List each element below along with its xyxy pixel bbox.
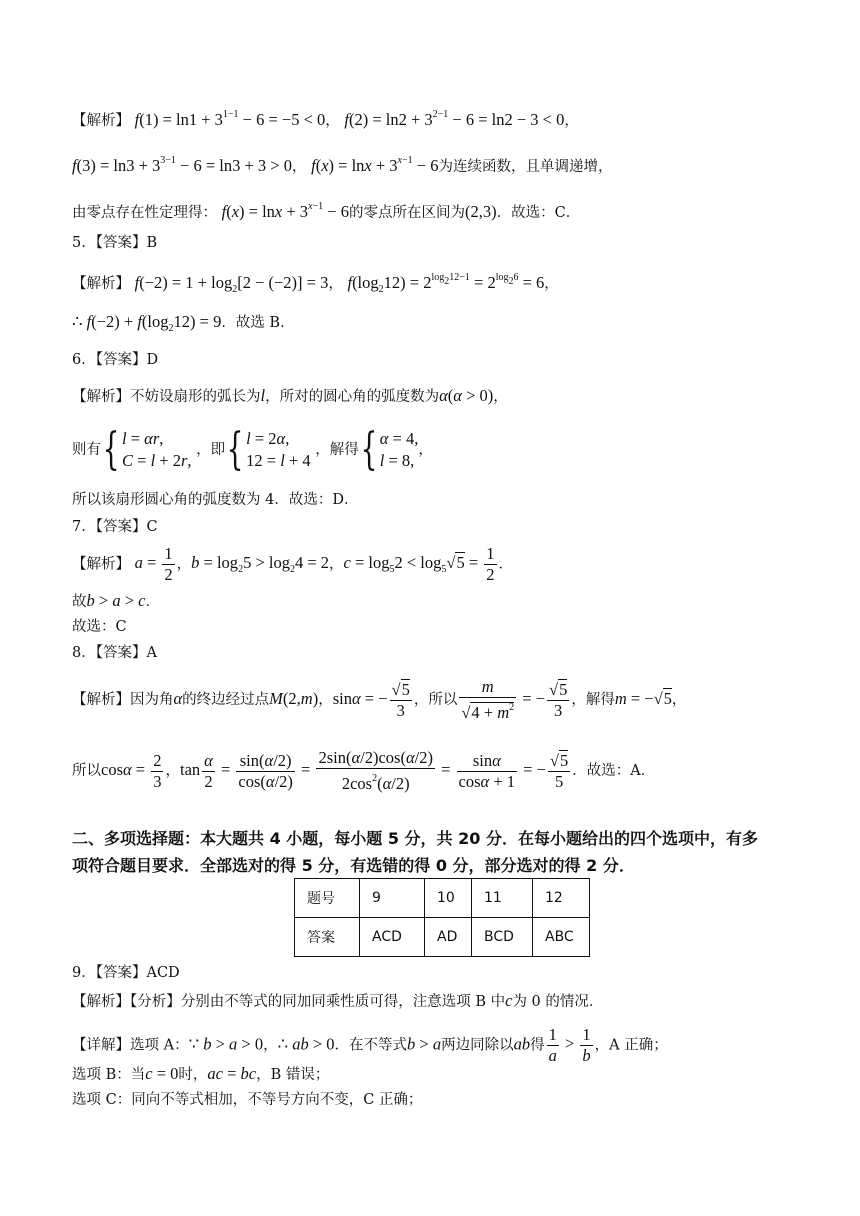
formula: m = −√5 [614, 688, 672, 708]
answer-value: A [146, 645, 157, 661]
formula: $\frac{m}{√4 + m^2}$ = − $\frac{√5}{3}$ [461, 677, 568, 722]
answer-label: 【答案】 [95, 965, 147, 981]
answer-value: B [146, 235, 158, 251]
answer-label: 【答案】 [95, 645, 147, 661]
text: 所以 [72, 762, 101, 779]
formula: c [505, 991, 513, 1010]
text: ，B 错误； [256, 1067, 330, 1083]
brace: { [360, 424, 378, 475]
table-cell: 答案 [295, 918, 360, 957]
text: 的终边经过点 [182, 691, 270, 708]
answer-value: D [146, 352, 159, 368]
q9-answer [72, 963, 180, 983]
q7-analysis-line3 [72, 617, 127, 637]
formula: M(2,m) [269, 688, 319, 708]
formula: α(α > 0) [439, 386, 494, 405]
text: ， [544, 276, 559, 292]
analysis-label: 【解析】 [72, 113, 130, 129]
formula: $f(\log_212) = 2^{log_212-1} = 2^{log_26} = 6$ [347, 272, 545, 295]
q9-option-a: 【详解】选项 A：∵ b > a > 0，∴ ab > 0．在不等式b > a两边同除以ab得 $\frac{1}{a}$ > $\frac{1}{b}$ ，A 正确； [72, 1025, 668, 1065]
text: 得 [530, 1037, 545, 1054]
text: ，解得 [315, 442, 359, 458]
text: ，所以 [413, 691, 458, 708]
formula: cosα = $\frac{2}{3}$ [101, 750, 162, 791]
q4-analysis-line2 [72, 151, 612, 177]
question-number: 5． [72, 235, 96, 251]
formula: ∵ b > a > 0 [188, 1034, 264, 1054]
formula: ∴ $f(-2) + f(\log_212) = 9$ [72, 312, 222, 334]
formula: tan $\frac{\alpha}{2}$ = $\frac{\sin(\alpha/2)}{\cos(\alpha/2)}$ = $\frac{2\sin(\alpha/2)\cos(\alpha/2)}{2\cos^2(\alpha/2)}$ = $\frac{\sin\alpha}{\cos\alpha + 1}$ = − $\frac{√5}{5}$ [179, 748, 569, 793]
formula: $f(1) = \ln 1 + 3^{1-1} - 6 = -5 < 0$ [134, 109, 326, 129]
analysis-label: 【解析】 [72, 691, 130, 708]
text: ， [291, 159, 307, 175]
analysis-label: 【详解】 [72, 1037, 130, 1054]
text: 为连续函数，且单调递增， [438, 159, 613, 175]
formula: a = $\frac{1}{2}$ [134, 544, 173, 584]
text: ，A 正确； [594, 1037, 668, 1054]
table-cell: 题号 [295, 879, 360, 918]
text: 选项 C：同向不等式相加，不等号方向不变，C 正确； [72, 1092, 423, 1108]
table-cell: ABC [533, 918, 590, 957]
analysis-label: 【解析】 [72, 994, 130, 1010]
formula: $f(-2) = 1 + \log_2[2 - (-2)] = 3$ [134, 273, 329, 295]
analysis-label: 【解析】 [72, 389, 130, 405]
table-cell: BCD [472, 918, 533, 957]
formula: c = 0 [145, 1064, 179, 1083]
formula-system: l = 2α, 12 = l + 4 [246, 429, 311, 470]
formula: ∴ ab > 0 [277, 1034, 335, 1054]
formula: α [173, 688, 183, 708]
table-row [295, 879, 590, 918]
formula: l [260, 386, 266, 405]
q9-option-b [72, 1064, 329, 1085]
section2-heading-line1: 二、多项选择题：本大题共 4 小题，每小题 5 分，共 20 分．在每小题给出的四个选项中，有多 [72, 829, 758, 848]
text: 分别由不等式的同加同乘性质可得，注意选项 B 中 [180, 994, 506, 1010]
q8-analysis-line2: 所以cosα = $\frac{2}{3}$ ，tan $\frac{\alpha}{2}$ = $\frac{\sin(\alpha/2)}{\cos(\alpha/2)}$ = $\frac{2\sin(\alpha/2)\cos(\alpha/2)}{2\cos^2(\alpha/2)}$ = $\frac{\sin\alpha}{\cos\alpha + 1}$ = − $\frac{√5}{5}$ ．故选：A． [72, 748, 656, 793]
text: 为 0 的情况． [512, 994, 604, 1010]
text: 时， [178, 1067, 208, 1083]
q6-analysis-line1: 【解析】不妨设扇形的弧长为l，所对的圆心角的弧度数为α(α > 0)， [72, 386, 508, 405]
formula: $c = \log_52 < \log_5√5$ = $\frac{1}{2}$ [343, 544, 495, 584]
formula: b > a [407, 1034, 442, 1054]
formula: ac = bc [207, 1064, 257, 1083]
text: ，解得 [571, 691, 615, 708]
table-cell: 11 [472, 879, 533, 918]
formula: sinα = − $\frac{√5}{3}$ [332, 679, 410, 720]
q7-analysis-line2: 故b > a > c． [72, 591, 160, 610]
q5-analysis-line2 [72, 312, 295, 339]
table-cell: 12 [533, 879, 590, 918]
q5-answer [72, 233, 157, 253]
answer-label: 【答案】 [95, 519, 147, 535]
formula: $f(2) = \ln 2 + 3^{2-1} - 6 = \ln 2 - 3 < 0$ [344, 109, 565, 129]
text: ，即 [196, 442, 226, 458]
table-row [295, 918, 590, 957]
text: 则有 [72, 442, 101, 458]
text: ．故选：A． [572, 762, 656, 779]
text: ， [328, 276, 343, 292]
question-number: 6． [72, 352, 96, 368]
text: 的零点所在区间为 [348, 205, 465, 221]
text: 两边同除以 [441, 1037, 514, 1054]
answer-label: 【答案】 [95, 235, 147, 251]
formula-system: α = 4, l = 8, [379, 429, 419, 470]
text: 所以该扇形圆心角的弧度数为 4．故选：D． [72, 492, 359, 508]
text: ．在不等式 [334, 1037, 408, 1054]
text: 选项 B：当 [72, 1067, 146, 1083]
q9-analysis-line [72, 991, 603, 1012]
table-cell: 10 [425, 879, 472, 918]
answer-label: 【答案】 [95, 352, 147, 368]
q6-analysis-line2 [72, 424, 433, 475]
brace: { [102, 424, 120, 475]
text: 项符合题目要求．全部选对的得 5 分，有选错的得 0 分，部分选对的得 2 分 [72, 856, 619, 875]
text: 故选：C [72, 619, 127, 635]
table-cell: 9 [360, 879, 425, 918]
text: ，所对的圆心角的弧度数为 [265, 389, 440, 405]
text: ， [564, 113, 579, 129]
table-cell: ACD [360, 918, 425, 957]
q6-analysis-line3 [72, 490, 358, 510]
q8-analysis-line1: 【解析】因为角α的终边经过点M(2,m)，sinα = − $\frac{√5}{3}$ ，所以 $\frac{m}{√4 + m^2}$ = − $\frac{√5}{3}$ ，解得m = −√5， [72, 677, 687, 722]
q7-answer [72, 517, 158, 537]
text: ．故选 B． [221, 315, 295, 331]
q4-analysis-line1 [72, 105, 579, 131]
table-cell: AD [425, 918, 472, 957]
question-number: 7． [72, 519, 96, 535]
question-number: 9． [72, 965, 96, 981]
formula: $\frac{1}{a}$ > $\frac{1}{b}$ [548, 1025, 591, 1065]
text: ， [325, 113, 340, 129]
answer-value: C [146, 519, 158, 535]
formula: (2,3) [464, 202, 497, 221]
text: 因为角 [130, 691, 174, 708]
formula: $f(3) = \ln 3 + 3^{3-1} - 6 = \ln 3 + 3 > 0$ [72, 155, 292, 175]
formula: $b = \log_25 > \log_24 = 2$ [191, 553, 330, 576]
brace: { [226, 424, 244, 475]
formula-system: l = αr, C = l + 2r, [122, 429, 192, 470]
q4-analysis-line3 [72, 197, 580, 223]
formula: b > a > c [86, 591, 146, 610]
text: 不妨设扇形的弧长为 [130, 389, 261, 405]
question-number: 8． [72, 645, 96, 661]
q6-answer [72, 350, 158, 370]
q5-analysis-line1 [72, 268, 559, 300]
q8-answer [72, 643, 157, 663]
formula: $f(x) = \ln x + 3^{x-1} - 6$ [221, 201, 349, 221]
analysis-label: 【解析】 [72, 276, 130, 292]
text: 由零点存在性定理得： [72, 205, 217, 221]
section2-heading-line2: 项符合题目要求．全部选对的得 5 分，有选错的得 0 分，部分选对的得 2 分． [72, 856, 635, 875]
text: ， [418, 442, 433, 458]
answer-value: ACD [146, 965, 180, 981]
answer-table [294, 878, 590, 957]
text: 选项 A： [130, 1037, 189, 1054]
formula: ab [513, 1034, 531, 1054]
formula: $f(x) = \ln x + 3^{x-1} - 6$ [311, 155, 439, 175]
q9-option-c [72, 1090, 422, 1110]
analysis-label: 【分析】 [130, 994, 181, 1010]
analysis-label: 【解析】 [72, 556, 130, 573]
text: ．故选：C． [496, 205, 581, 221]
q7-analysis-line1: 【解析】 a = $\frac{1}{2}$ ，$b = \log_25 > \log_24 = 2$，$c = \log_52 < \log_5√5$ = $\frac{1}{2}$ ． [72, 544, 513, 584]
